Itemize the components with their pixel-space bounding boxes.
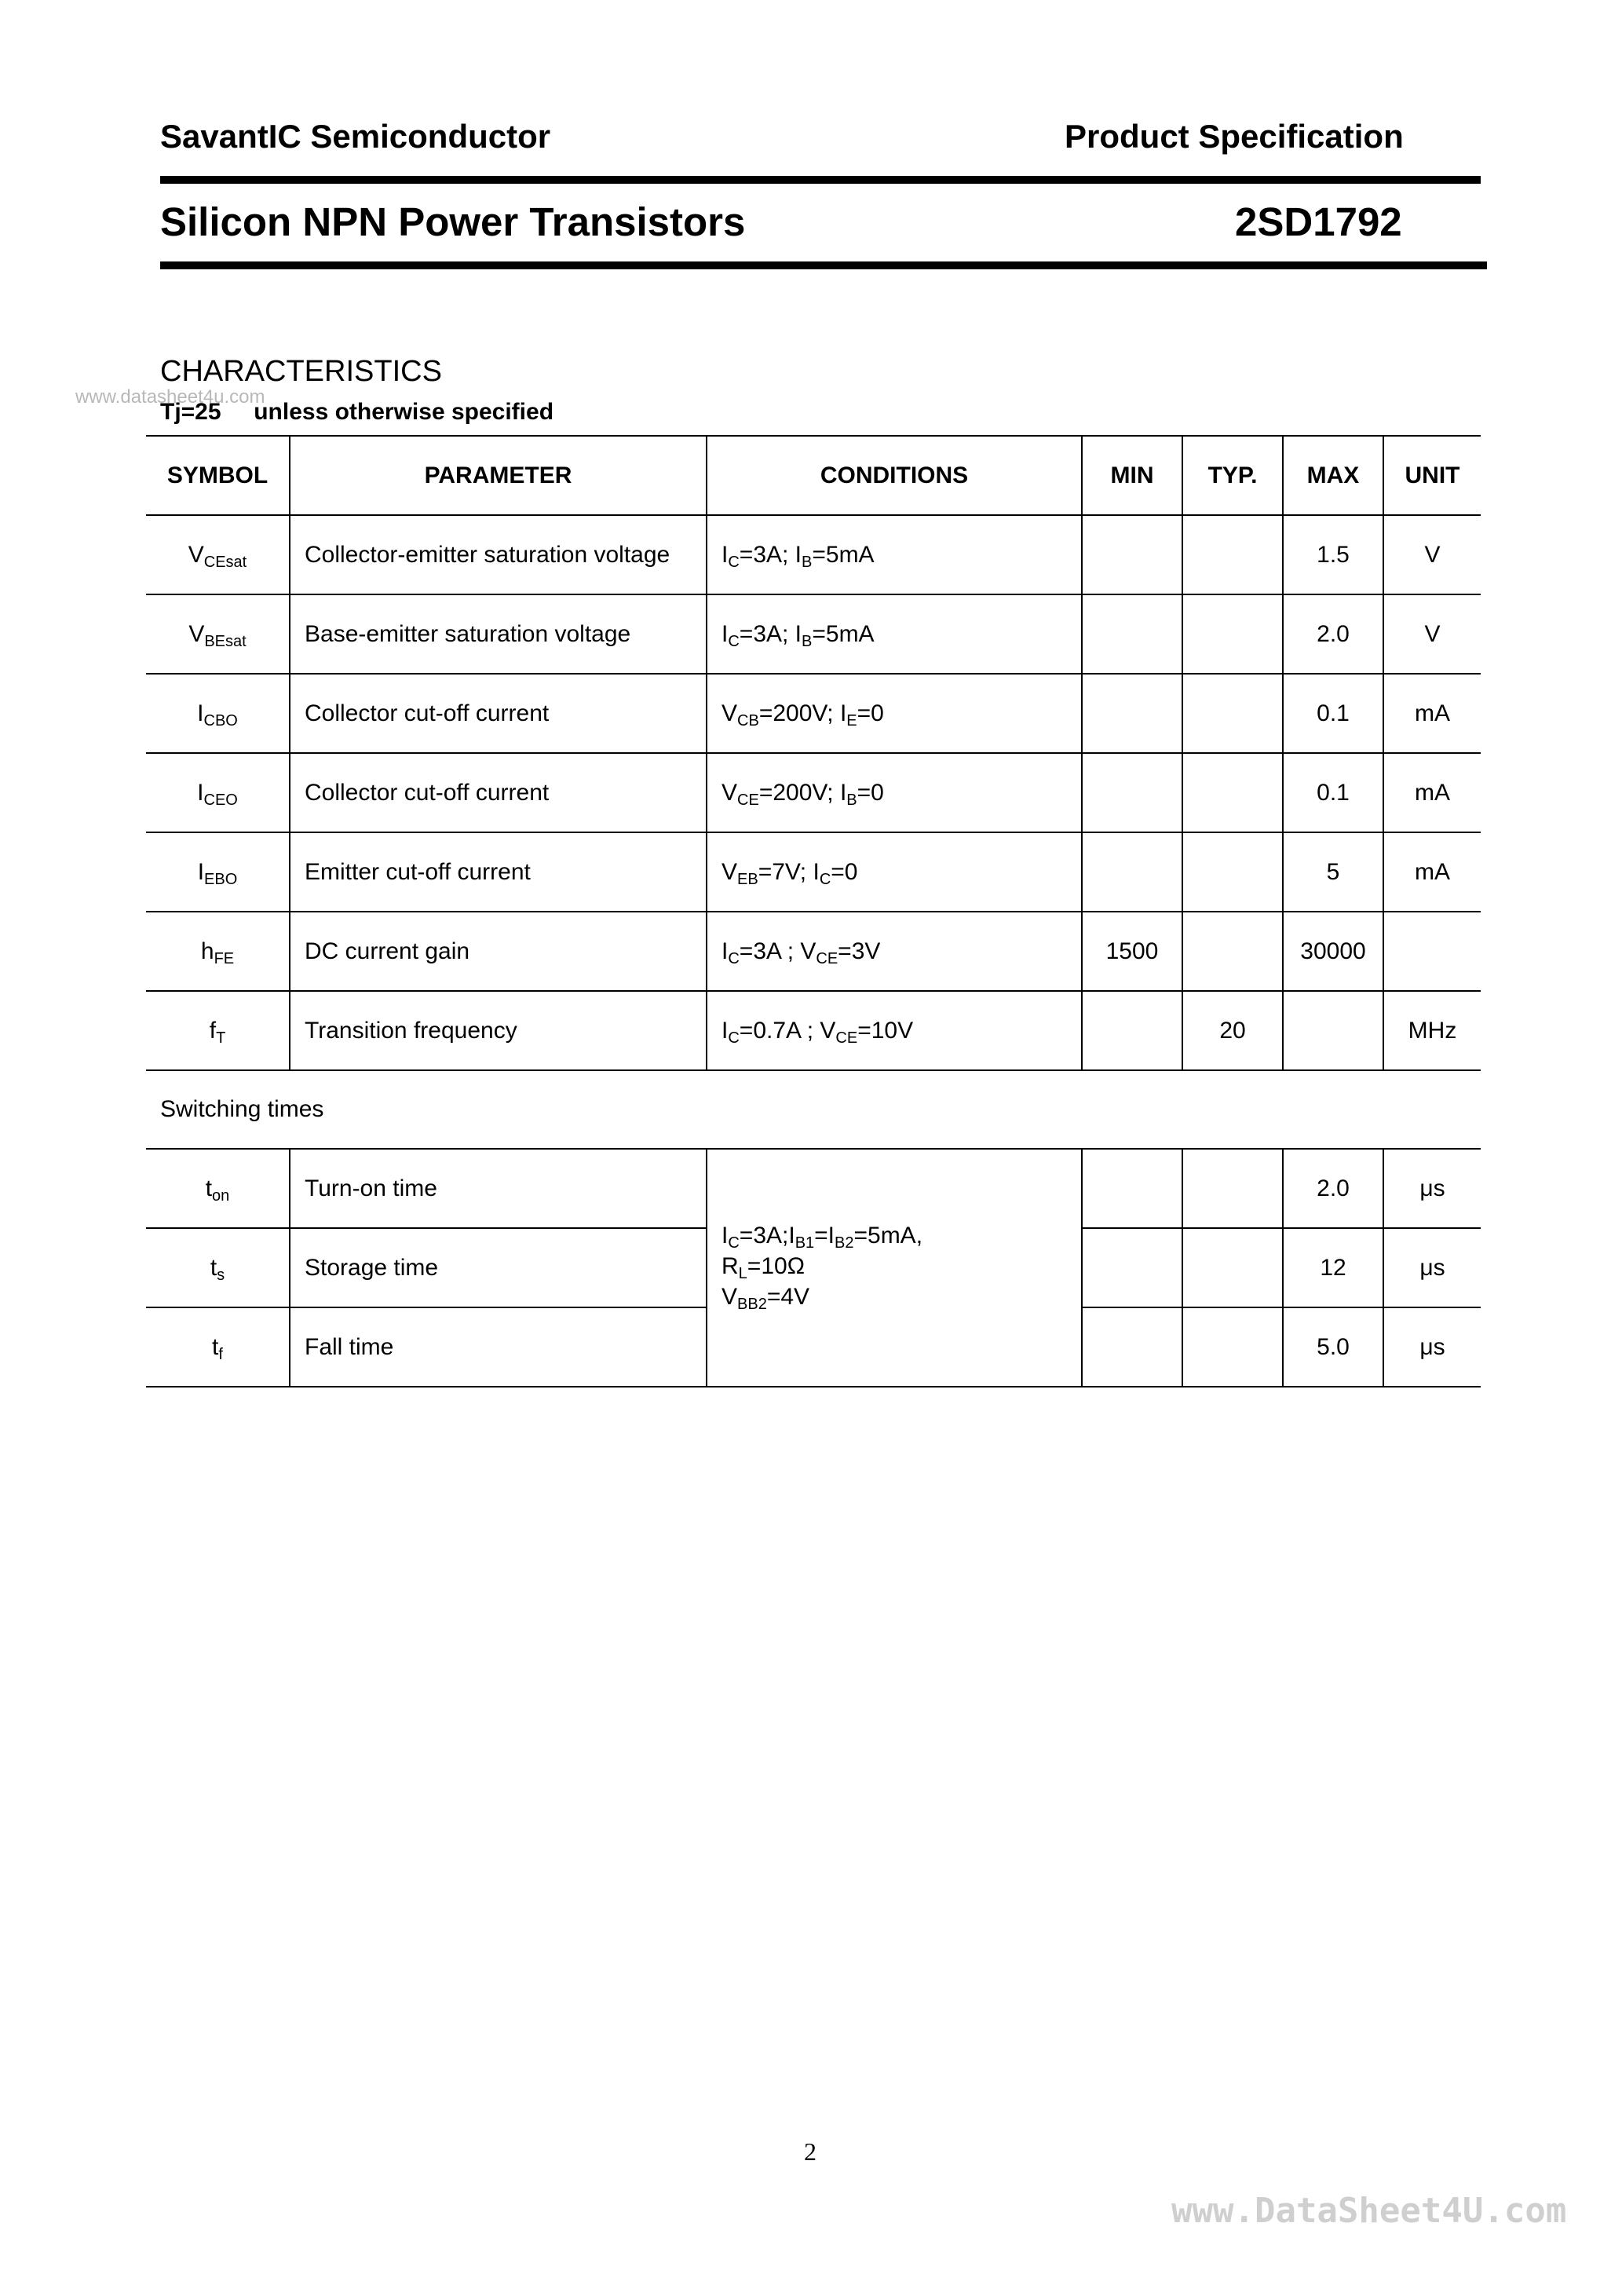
symbol-main: V xyxy=(188,620,205,647)
symbol-subscript: CEsat xyxy=(203,553,247,571)
parameter-cell: Base-emitter saturation voltage xyxy=(290,594,707,674)
symbol-subscript: CEO xyxy=(203,791,238,809)
table-row xyxy=(146,674,1481,753)
max-cell: 0.1 xyxy=(1283,674,1383,753)
min-cell xyxy=(1082,832,1182,912)
condition-subscript: C xyxy=(728,1029,740,1047)
min-cell xyxy=(1082,991,1182,1070)
conditions-cell xyxy=(707,594,1082,674)
table-row xyxy=(146,1149,1481,1228)
unit-cell: mA xyxy=(1383,674,1481,753)
col-header-max: MAX xyxy=(1283,436,1383,515)
col-header-symbol: SYMBOL xyxy=(146,436,290,515)
condition-subscript: C xyxy=(728,1234,740,1252)
min-cell xyxy=(1082,1149,1182,1228)
symbol-cell xyxy=(146,594,290,674)
symbol-subscript: s xyxy=(217,1266,225,1284)
watermark-small: www.datasheet4u.com xyxy=(75,386,265,408)
watermark-footer: www.DataSheet4U.com xyxy=(1171,2191,1567,2231)
min-cell: 1500 xyxy=(1082,912,1182,991)
unit-cell: μs xyxy=(1383,1228,1481,1307)
symbol-main: I xyxy=(197,858,205,885)
condition-subscript: CE xyxy=(835,1029,858,1047)
parameter-cell: Collector cut-off current xyxy=(290,753,707,832)
condition-text: V xyxy=(721,858,738,885)
condition-text: I xyxy=(721,938,729,964)
min-cell xyxy=(1082,1307,1182,1387)
condition-text: V xyxy=(721,1284,738,1310)
conditions-cell xyxy=(707,515,1082,594)
condition-text: I xyxy=(721,1017,729,1044)
condition-subscript: CE xyxy=(737,791,759,809)
condition-text: =4V xyxy=(766,1284,810,1310)
parameter-cell: Fall time xyxy=(290,1307,707,1387)
unit-cell: mA xyxy=(1383,753,1481,832)
conditions-cell xyxy=(707,991,1082,1070)
symbol-cell xyxy=(146,674,290,753)
condition-text: =5mA, xyxy=(853,1223,923,1249)
condition-text: I xyxy=(721,1223,729,1249)
symbol-subscript: on xyxy=(212,1186,230,1205)
switching-table xyxy=(146,1148,1481,1387)
condition-text: =10V xyxy=(857,1017,914,1044)
parameter-cell: Transition frequency xyxy=(290,991,707,1070)
unit-cell: mA xyxy=(1383,832,1481,912)
header-rule-top xyxy=(160,176,1481,184)
switching-condition-line xyxy=(721,1283,1081,1314)
symbol-main: I xyxy=(197,700,204,726)
table-row xyxy=(146,515,1481,594)
parameter-cell: DC current gain xyxy=(290,912,707,991)
max-cell: 5.0 xyxy=(1283,1307,1383,1387)
symbol-main: t xyxy=(212,1333,219,1360)
symbol-cell xyxy=(146,1149,290,1228)
unit-cell: MHz xyxy=(1383,991,1481,1070)
min-cell xyxy=(1082,753,1182,832)
condition-subscript: C xyxy=(728,949,740,967)
unit-cell: μs xyxy=(1383,1307,1481,1387)
characteristics-table xyxy=(146,435,1481,1071)
symbol-subscript: CBO xyxy=(203,711,238,729)
max-cell: 2.0 xyxy=(1283,1149,1383,1228)
table-row xyxy=(146,991,1481,1070)
condition-text: V xyxy=(721,779,738,806)
unit-cell xyxy=(1383,912,1481,991)
condition-text: R xyxy=(721,1253,739,1279)
typ-cell xyxy=(1182,515,1283,594)
condition-text: =I xyxy=(814,1223,835,1249)
symbol-cell xyxy=(146,515,290,594)
col-header-typ: TYP. xyxy=(1182,436,1283,515)
condition-subscript: CE xyxy=(816,949,838,967)
parameter-cell: Storage time xyxy=(290,1228,707,1307)
part-number: 2SD1792 xyxy=(1235,199,1402,244)
symbol-cell xyxy=(146,753,290,832)
max-cell: 5 xyxy=(1283,832,1383,912)
min-cell xyxy=(1082,515,1182,594)
table-row xyxy=(146,753,1481,832)
symbol-cell xyxy=(146,912,290,991)
company-name: SavantIC Semiconductor xyxy=(160,118,551,155)
min-cell xyxy=(1082,674,1182,753)
condition-subscript: C xyxy=(819,870,831,888)
symbol-subscript: EBO xyxy=(204,870,238,888)
symbol-cell xyxy=(146,991,290,1070)
symbol-main: I xyxy=(197,779,204,806)
condition-text: =7V; I xyxy=(758,858,820,885)
condition-text: I xyxy=(721,620,729,647)
max-cell: 30000 xyxy=(1283,912,1383,991)
table-row xyxy=(146,912,1481,991)
typ-cell xyxy=(1182,832,1283,912)
max-cell: 2.0 xyxy=(1283,594,1383,674)
typ-cell xyxy=(1182,753,1283,832)
conditions-cell xyxy=(707,674,1082,753)
symbol-subscript: FE xyxy=(214,949,235,967)
condition-subscript: BB2 xyxy=(737,1296,767,1313)
parameter-cell: Collector-emitter saturation voltage xyxy=(290,515,707,594)
col-header-unit: UNIT xyxy=(1383,436,1481,515)
conditions-cell xyxy=(707,753,1082,832)
document-title: Silicon NPN Power Transistors xyxy=(160,199,746,244)
condition-subscript: B1 xyxy=(795,1234,815,1252)
symbol-main: f xyxy=(209,1017,217,1044)
conditions-cell xyxy=(707,912,1082,991)
switching-condition-line xyxy=(721,1252,1081,1283)
switching-conditions-cell xyxy=(707,1149,1082,1387)
condition-text: V xyxy=(721,700,738,726)
symbol-cell xyxy=(146,1228,290,1307)
switching-heading: Switching times xyxy=(160,1096,324,1122)
condition-subscript: B2 xyxy=(835,1234,854,1252)
condition-text: =200V; I xyxy=(758,779,847,806)
typ-cell xyxy=(1182,1307,1283,1387)
condition-text: =0 xyxy=(831,858,858,885)
max-cell: 12 xyxy=(1283,1228,1383,1307)
condition-text: =10Ω xyxy=(747,1253,806,1279)
condition-subscript: EB xyxy=(737,870,758,888)
symbol-main: h xyxy=(200,938,214,964)
page-number: 2 xyxy=(804,2137,816,2166)
condition-text: =0.7A ; V xyxy=(739,1017,836,1044)
parameter-cell: Collector cut-off current xyxy=(290,674,707,753)
condition-note: Tj=25 unless otherwise specified xyxy=(160,399,554,425)
max-cell: 0.1 xyxy=(1283,753,1383,832)
condition-subscript: CB xyxy=(737,711,759,729)
condition-subscript: B xyxy=(846,791,857,809)
condition-text: I xyxy=(721,541,729,568)
symbol-main: t xyxy=(210,1254,217,1281)
symbol-cell xyxy=(146,832,290,912)
max-cell: 1.5 xyxy=(1283,515,1383,594)
condition-text: =0 xyxy=(857,779,884,806)
symbol-cell xyxy=(146,1307,290,1387)
table-header-row xyxy=(146,436,1481,515)
table-row xyxy=(146,832,1481,912)
col-header-min: MIN xyxy=(1082,436,1182,515)
conditions-cell xyxy=(707,832,1082,912)
condition-text: =0 xyxy=(857,700,884,726)
switching-condition-line xyxy=(721,1222,1081,1252)
symbol-main: V xyxy=(188,541,204,568)
condition-text: =3A; I xyxy=(739,541,802,568)
condition-text: =3A;I xyxy=(739,1223,795,1249)
typ-cell xyxy=(1182,1149,1283,1228)
max-cell xyxy=(1283,991,1383,1070)
symbol-main: t xyxy=(205,1175,213,1201)
table-row xyxy=(146,594,1481,674)
condition-subscript: B xyxy=(802,553,813,571)
section-heading: CHARACTERISTICS xyxy=(160,355,442,388)
condition-subscript: C xyxy=(728,632,740,650)
doc-type: Product Specification xyxy=(1065,118,1404,155)
condition-text: =5mA xyxy=(812,541,875,568)
symbol-subscript: T xyxy=(216,1029,226,1047)
typ-cell xyxy=(1182,674,1283,753)
header-rule-bottom xyxy=(160,261,1487,269)
condition-subscript: L xyxy=(738,1265,747,1282)
typ-cell xyxy=(1182,1228,1283,1307)
unit-cell: μs xyxy=(1383,1149,1481,1228)
condition-subscript: B xyxy=(802,632,813,650)
condition-text: =200V; I xyxy=(758,700,847,726)
condition-text: =5mA xyxy=(812,620,875,647)
unit-cell: V xyxy=(1383,515,1481,594)
min-cell xyxy=(1082,1228,1182,1307)
min-cell xyxy=(1082,594,1182,674)
condition-text: =3A ; V xyxy=(739,938,816,964)
typ-cell: 20 xyxy=(1182,991,1283,1070)
unit-cell: V xyxy=(1383,594,1481,674)
condition-text: =3V xyxy=(838,938,881,964)
condition-subscript: E xyxy=(846,711,857,729)
typ-cell xyxy=(1182,594,1283,674)
typ-cell xyxy=(1182,912,1283,991)
symbol-subscript: BEsat xyxy=(204,632,247,650)
symbol-subscript: f xyxy=(218,1345,223,1363)
condition-subscript: C xyxy=(728,553,740,571)
parameter-cell: Emitter cut-off current xyxy=(290,832,707,912)
col-header-parameter: PARAMETER xyxy=(290,436,707,515)
parameter-cell: Turn-on time xyxy=(290,1149,707,1228)
col-header-conditions: CONDITIONS xyxy=(707,436,1082,515)
condition-text: =3A; I xyxy=(739,620,802,647)
